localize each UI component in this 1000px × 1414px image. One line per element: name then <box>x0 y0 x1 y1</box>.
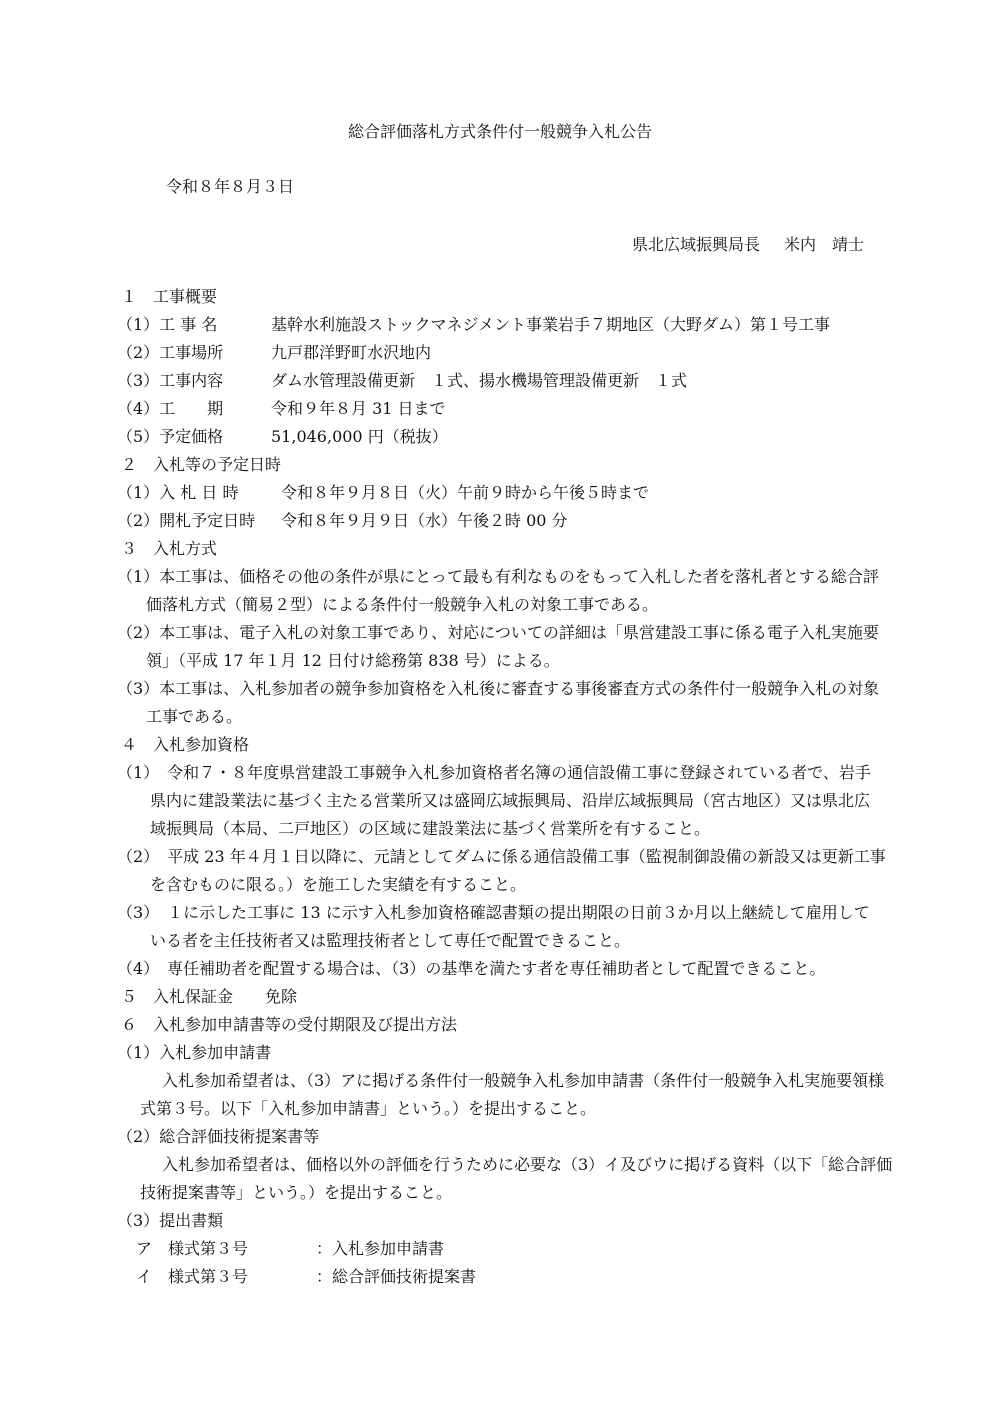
schedule-item <box>117 510 568 532</box>
overview-value: ダム水管理設備更新 １式、揚水機場管理設備更新 １式 <box>271 371 688 390</box>
notice-date: 令和８年８月３日 <box>166 177 295 196</box>
paragraph-line: （3）本工事は、入札参加者の競争参加資格を入札後に審査する事後審査方式の条件付一般競争入札の対象 <box>117 679 880 698</box>
overview-label: （5）予定価格 <box>117 427 224 446</box>
section-heading-4: ４ 入札参加資格 <box>121 735 250 754</box>
overview-label: （4）工 期 <box>117 399 224 418</box>
paragraph-line: いる者を主任技術者又は監理技術者として専任で配置できること。 <box>150 931 631 950</box>
paragraph-line: （1） 令和７・８年度県営建設工事競争入札参加資格者名簿の通信設備工事に登録されている者で、岩手 <box>117 763 871 782</box>
overview-label: （2）工事場所 <box>117 343 224 362</box>
submission-doc-value: ：総合評価技術提案書 <box>316 1267 477 1286</box>
section-heading-5 <box>121 986 297 1008</box>
overview-item <box>117 426 448 448</box>
paragraph-line: （4） 専任補助者を配置する場合は、（3）の基準を満たす者を専任補助者として配置できること。 <box>117 959 826 978</box>
schedule-item <box>117 482 649 504</box>
paragraph-line: 技術提案書等」という。）を提出すること。 <box>140 1183 453 1202</box>
overview-label: （3）工事内容 <box>117 371 224 390</box>
paragraph-line: （3）提出書類 <box>117 1211 224 1230</box>
paragraph-line: （2）総合評価技術提案書等 <box>117 1127 320 1146</box>
submission-doc <box>136 1266 476 1288</box>
overview-value: 九戸郡洋野町水沢地内 <box>271 343 432 362</box>
submission-doc-label: イ 様式第３号 <box>136 1267 249 1286</box>
overview-value: 令和９年８月 31 日まで <box>271 399 446 418</box>
schedule-label: （2）開札予定日時 <box>117 511 256 530</box>
section5-label: ５ 入札保証金 <box>121 987 234 1006</box>
submission-doc <box>136 1238 444 1260</box>
paragraph-line: 式第３号。以下「入札参加申請書」という。）を提出すること。 <box>140 1099 597 1118</box>
paragraph-line: 領」（平成 17 年１月 12 日付け総務第 838 号）による。 <box>146 651 560 670</box>
issuer-role: 県北広域振興局長 <box>631 235 760 254</box>
overview-value: 基幹水利施設ストックマネジメント事業岩手７期地区（大野ダム）第１号工事 <box>271 315 831 334</box>
paragraph-line: （2） 平成 23 年４月１日以降に、元請としてダムに係る通信設備工事（監視制御設備の新設又は更新工事 <box>117 847 886 866</box>
paragraph-line: 価落札方式（簡易２型）による条件付一般競争入札の対象工事である。 <box>146 595 659 614</box>
submission-doc-label: ア 様式第３号 <box>136 1239 249 1258</box>
paragraph-line: 入札参加希望者は、（3）アに掲げる条件付一般競争入札参加申請書（条件付一般競争入札実施要領様 <box>162 1071 885 1090</box>
document-title: 総合評価落札方式条件付一般競争入札公告 <box>347 122 652 141</box>
submission-doc-value: ：入札参加申請書 <box>316 1239 445 1258</box>
paragraph-line: （2）本工事は、電子入札の対象工事であり、対応についての詳細は「県営建設工事に係る電子入札実施要 <box>117 623 879 642</box>
section-heading-3: ３ 入札方式 <box>121 539 218 558</box>
overview-item <box>117 342 431 364</box>
schedule-value: 令和８年９月８日（火）午前９時から午後５時まで <box>281 483 650 502</box>
paragraph-line: （1）本工事は、価格その他の条件が県にとって最も有利なものをもって入札した者を落札者とする総合評 <box>117 567 879 586</box>
paragraph-line: 県内に建設業法に基づく主たる営業所又は盛岡広域振興局、沿岸広域振興局（宮古地区）又は県北広 <box>150 791 871 810</box>
overview-value: 51,046,000 円（税抜） <box>271 427 448 446</box>
paragraph-line: を含むものに限る。）を施工した実績を有すること。 <box>150 875 527 894</box>
issuer-name: 米内 靖士 <box>783 235 864 254</box>
paragraph-line: 工事である。 <box>146 707 243 726</box>
overview-label: （1）工 事 名 <box>117 315 218 334</box>
overview-item <box>117 314 830 336</box>
paragraph-line: 域振興局（本局、二戸地区）の区域に建設業法に基づく営業所を有すること。 <box>150 819 711 838</box>
schedule-label: （1）入 札 日 時 <box>117 483 239 502</box>
section-heading-1: １ 工事概要 <box>121 287 218 306</box>
paragraph-line: 入札参加希望者は、価格以外の評価を行うために必要な（3）イ及びウに掲げる資料（以下「総合評価 <box>162 1155 893 1174</box>
paragraph-line: （1）入札参加申請書 <box>117 1043 272 1062</box>
overview-item <box>117 370 687 392</box>
section5-value: 免除 <box>265 987 298 1006</box>
paragraph-line: （3） １に示した工事に 13 に示す入札参加資格確認書類の提出期限の日前３か月以上継続して雇用して <box>117 903 870 922</box>
overview-item <box>117 398 446 420</box>
section-heading-6: ６ 入札参加申請書等の受付期限及び提出方法 <box>121 1015 458 1034</box>
schedule-value: 令和８年９月９日（水）午後２時 00 分 <box>281 511 568 530</box>
issuer <box>632 234 864 256</box>
section-heading-2: ２ 入札等の予定日時 <box>121 455 282 474</box>
